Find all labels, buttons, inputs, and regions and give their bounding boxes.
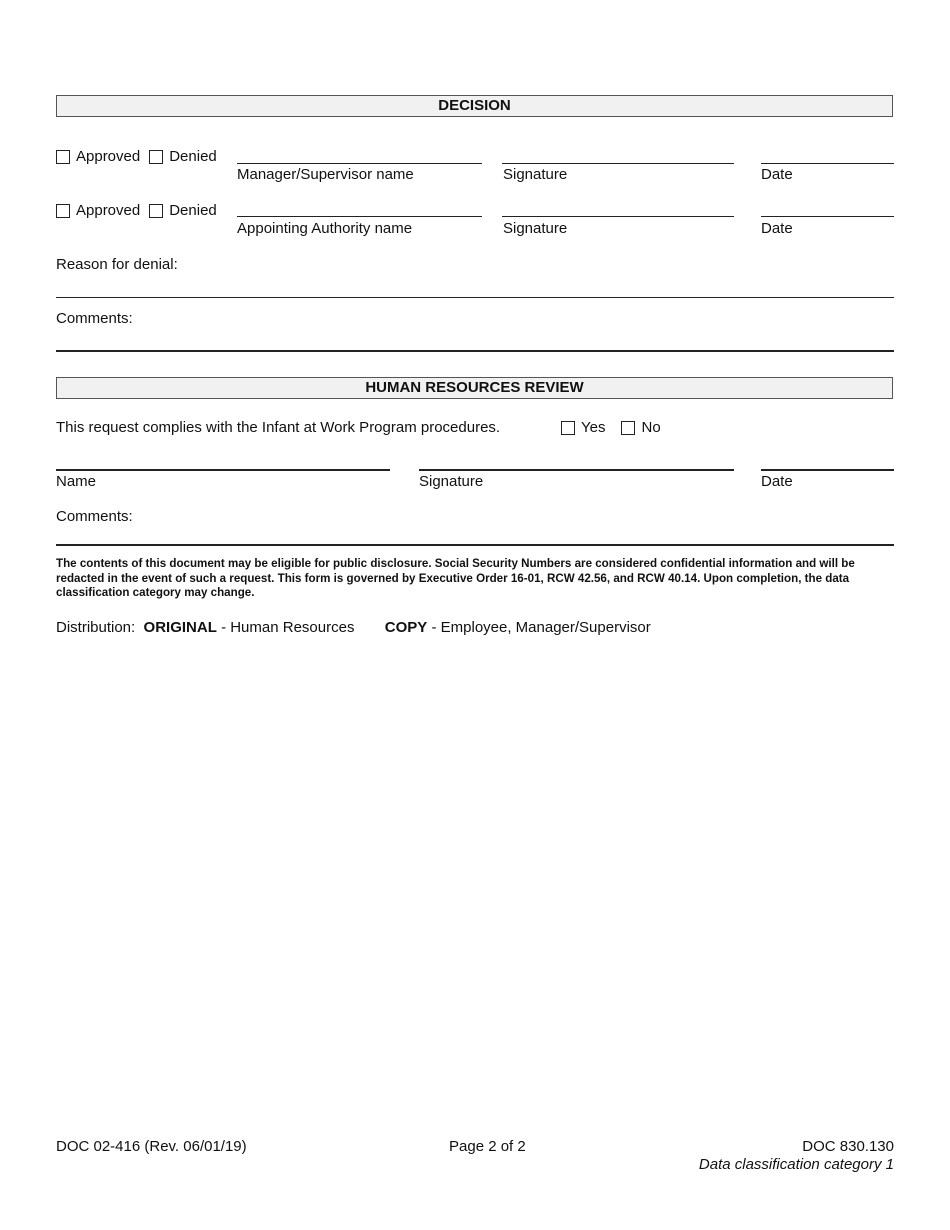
manager-approved-label: Approved [76, 148, 141, 165]
distribution-original-label: ORIGINAL [143, 619, 217, 636]
authority-approved-label: Approved [76, 202, 141, 219]
compliance-no-checkbox[interactable] [621, 421, 635, 435]
hr-review-section-header: HUMAN RESOURCES REVIEW [56, 377, 893, 399]
hr-signature-label: Signature [419, 473, 484, 490]
hr-date-field[interactable] [761, 469, 894, 471]
manager-approved-checkbox[interactable] [56, 150, 70, 164]
decision-section-header: DECISION [56, 95, 893, 117]
manager-denied-checkbox[interactable] [149, 150, 163, 164]
compliance-yes-checkbox[interactable] [561, 421, 575, 435]
manager-name-field[interactable] [237, 163, 482, 164]
compliance-no-label: No [641, 419, 661, 436]
authority-approved-checkbox[interactable] [56, 204, 70, 218]
hr-comments-field[interactable] [56, 544, 894, 546]
hr-signature-field[interactable] [419, 469, 734, 471]
authority-denied-checkbox[interactable] [149, 204, 163, 218]
compliance-yes-label: Yes [581, 419, 606, 436]
decision-comments-field[interactable] [56, 350, 894, 352]
disclosure-notice: The contents of this document may be eligible for public disclosure. Social Security Numbers are considered confidential information and will be redacted in the event of such a request. This form is governed by Executive Order 16-01, RCW 42.56, and RCW 40.14. Upon completion, the data classification category may change. [56, 557, 855, 599]
compliance-checkboxes [561, 419, 670, 436]
distribution-original-text: - Human Resources [221, 619, 355, 636]
authority-denied-label: Denied [169, 202, 217, 219]
distribution-copy-text: - Employee, Manager/Supervisor [431, 619, 651, 636]
reason-for-denial-label: Reason for denial: [56, 256, 178, 273]
manager-denied-label: Denied [169, 148, 217, 165]
decision-row2-checkboxes [56, 202, 226, 219]
distribution-line [56, 619, 651, 636]
authority-name-label: Appointing Authority name [237, 220, 413, 237]
authority-signature-label: Signature [503, 220, 568, 237]
compliance-statement: This request complies with the Infant at Work Program procedures. [56, 419, 501, 436]
decision-comments-label: Comments: [56, 310, 133, 327]
manager-name-label: Manager/Supervisor name [237, 166, 414, 183]
manager-date-field[interactable] [761, 163, 894, 164]
hr-name-field[interactable] [56, 469, 390, 471]
footer-form-id: DOC 02-416 (Rev. 06/01/19) [56, 1138, 247, 1155]
distribution-prefix: Distribution: [56, 619, 136, 636]
decision-row1-checkboxes [56, 148, 226, 165]
manager-signature-field[interactable] [502, 163, 734, 164]
hr-comments-label: Comments: [56, 508, 133, 525]
manager-date-label: Date [761, 166, 793, 183]
reason-for-denial-field[interactable] [56, 297, 894, 298]
manager-signature-label: Signature [503, 166, 568, 183]
hr-date-label: Date [761, 473, 793, 490]
hr-name-label: Name [56, 473, 97, 490]
authority-name-field[interactable] [237, 216, 482, 217]
authority-signature-field[interactable] [502, 216, 734, 217]
footer-policy-number: DOC 830.130 [802, 1138, 894, 1155]
footer-classification: Data classification category 1 [698, 1156, 894, 1173]
footer-page-number: Page 2 of 2 [449, 1138, 526, 1155]
authority-date-field[interactable] [761, 216, 894, 217]
distribution-copy-label: COPY [384, 619, 428, 636]
authority-date-label: Date [761, 220, 793, 237]
